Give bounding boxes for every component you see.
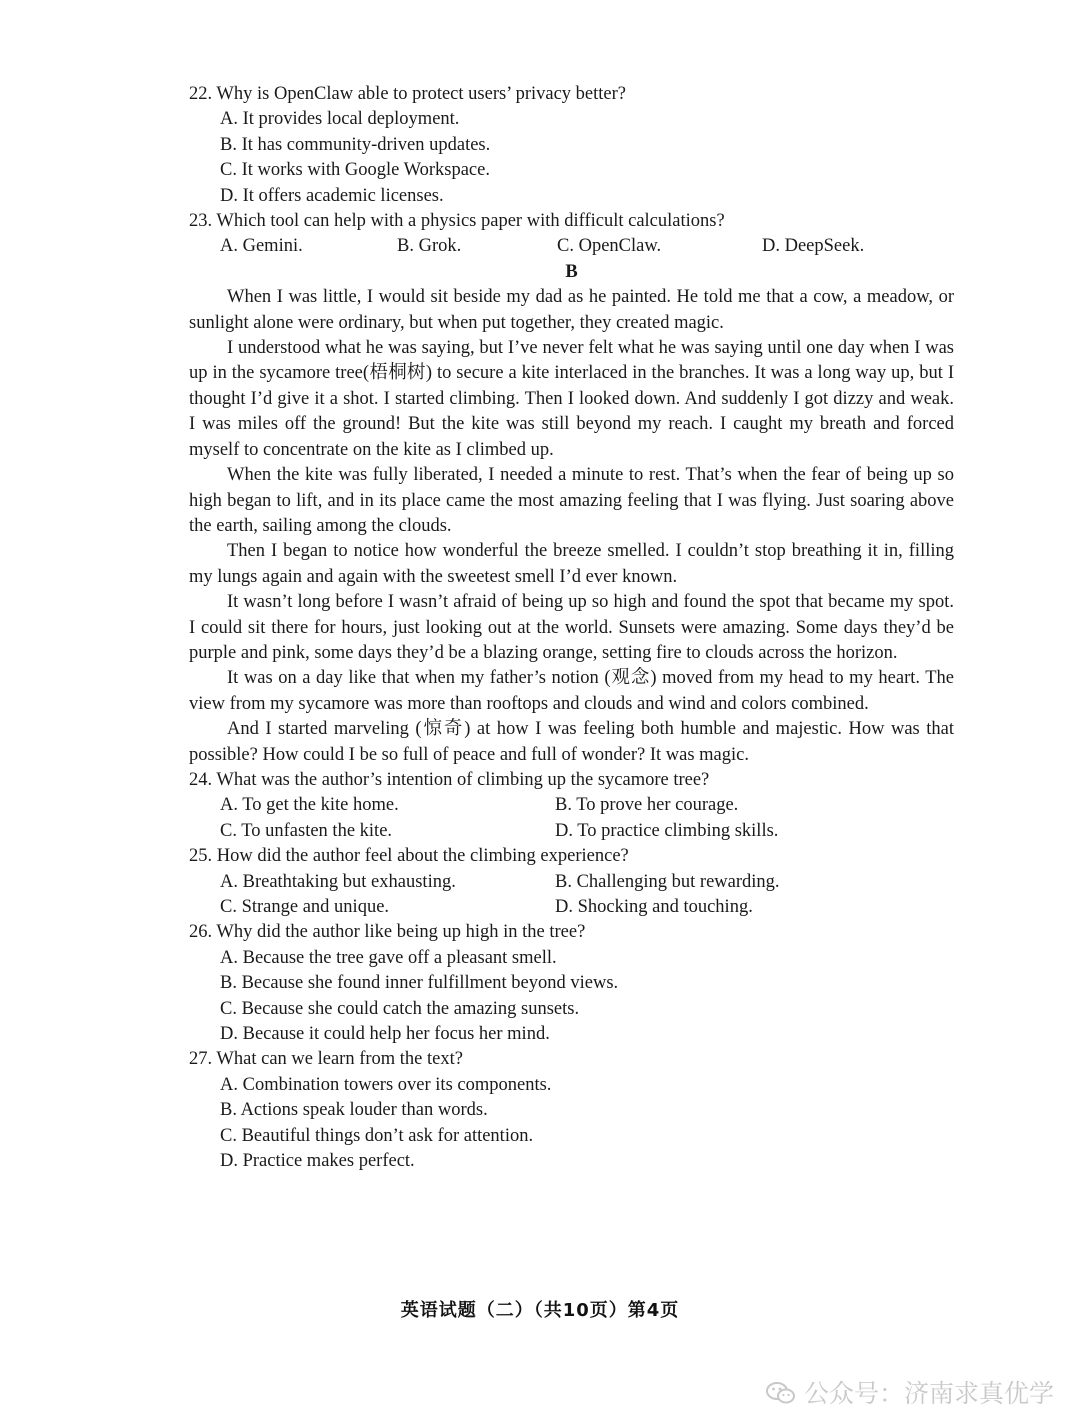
option-c: C. Strange and unique. bbox=[220, 897, 390, 917]
option-d: D. Because it could help her focus her mind. bbox=[220, 1024, 550, 1045]
option-d: D. To practice climbing skills. bbox=[555, 820, 779, 841]
option-b: B. To prove her courage. bbox=[555, 795, 739, 816]
question-stem: 25. How did the author feel about the climbing experience? bbox=[189, 846, 629, 867]
passage-b bbox=[189, 285, 957, 768]
option-b: B. It has community-driven updates. bbox=[220, 134, 491, 155]
section-b-title: B bbox=[565, 261, 578, 282]
options-row bbox=[189, 793, 957, 818]
passage-paragraph: I understood what he was saying, but I’ve never felt what he was saying until one day when I was up in the sycamore tree(梧桐树) to secure a kite interlaced in the branches. It was a long way up, but I thought I’d give it a shot. I started climbing. Then I looked down. And suddenly I got dizzy and weak. I was miles off the ground! But the kite was still beyond my reach. I caught my breath and forced myself to concentrate on the kite as I climbed up. bbox=[189, 338, 954, 460]
passage-paragraph: When I was little, I would sit beside my dad as he painted. He told me that a cow, a meadow, or sunlight alone were ordinary, but when put together, they created magic. bbox=[189, 287, 954, 333]
question-stem: 26. Why did the author like being up high in the tree? bbox=[189, 922, 586, 943]
options-row bbox=[189, 819, 957, 844]
options-row bbox=[189, 234, 957, 259]
question-27 bbox=[189, 1047, 957, 1174]
passage-paragraph: Then I began to notice how wonderful the breeze smelled. I couldn’t stop breathing it in, filling my lungs again and again with the sweetest smell I’d ever known. bbox=[189, 541, 954, 587]
question-22 bbox=[189, 82, 957, 209]
option-c: C. Beautiful things don’t ask for attention. bbox=[220, 1125, 534, 1146]
option-a: A. Gemini. bbox=[220, 236, 303, 257]
option-d: D. It offers academic licenses. bbox=[220, 185, 444, 206]
option-a: A. Because the tree gave off a pleasant smell. bbox=[220, 947, 557, 968]
options-row bbox=[189, 870, 957, 895]
wechat-icon bbox=[766, 1381, 796, 1403]
option-b: B. Actions speak louder than words. bbox=[220, 1100, 488, 1121]
exam-page bbox=[189, 82, 957, 1174]
options-row bbox=[189, 895, 957, 920]
option-a: A. Breathtaking but exhausting. bbox=[220, 871, 456, 892]
option-b: B. Challenging but rewarding. bbox=[555, 871, 780, 892]
option-c: C. It works with Google Workspace. bbox=[220, 160, 490, 181]
option-a: A. Combination towers over its components. bbox=[220, 1074, 552, 1095]
passage-paragraph: When the kite was fully liberated, I needed a minute to rest. That’s when the fear of being up so high began to lift, and in its place came the most amazing feeling that I was flying. Just soaring above the earth, sailing among the clouds. bbox=[189, 465, 954, 536]
option-b: B. Because she found inner fulfillment beyond views. bbox=[220, 973, 619, 994]
question-25 bbox=[189, 844, 957, 920]
option-a: A. To get the kite home. bbox=[220, 795, 399, 816]
passage-paragraph: It was on a day like that when my father’s notion (观念) moved from my head to my heart. The view from my sycamore was more than rooftops and clouds and wind and colors combined. bbox=[189, 668, 954, 714]
watermark-text: 公众号：济南求真优学 bbox=[803, 1379, 1054, 1408]
option-b: B. Grok. bbox=[397, 236, 462, 257]
question-stem: 24. What was the author’s intention of climbing up the sycamore tree? bbox=[189, 769, 710, 790]
option-d: D. DeepSeek. bbox=[762, 236, 865, 257]
option-a: A. It provides local deployment. bbox=[220, 109, 460, 130]
passage-paragraph: It wasn’t long before I wasn’t afraid of being up so high and found the spot that became my spot. I could sit there for hours, just looking out at the world. Sunsets were amazing. Some days they’d be purple and pink, some days they’d be a blazing orange, setting fire to clouds across the horizon. bbox=[189, 592, 954, 663]
option-d: D. Shocking and touching. bbox=[555, 897, 753, 917]
question-stem: 22. Why is OpenClaw able to protect users’ privacy better? bbox=[189, 84, 627, 104]
question-26 bbox=[189, 920, 957, 1047]
question-24 bbox=[189, 768, 957, 844]
watermark bbox=[766, 1374, 1054, 1410]
passage-paragraph: And I started marveling (惊奇) at how I was feeling both humble and majestic. How was that possible? How could I be so full of peace and full of wonder? It was magic. bbox=[189, 719, 954, 765]
question-23 bbox=[189, 209, 957, 260]
option-d: D. Practice makes perfect. bbox=[220, 1151, 415, 1172]
option-c: C. OpenClaw. bbox=[557, 236, 662, 257]
page-footer: 英语试题（二）（共10页）第4页 bbox=[400, 1300, 680, 1321]
option-c: C. To unfasten the kite. bbox=[220, 820, 393, 841]
option-c: C. Because she could catch the amazing sunsets. bbox=[220, 998, 580, 1019]
question-stem: 23. Which tool can help with a physics paper with difficult calculations? bbox=[189, 211, 725, 232]
question-stem: 27. What can we learn from the text? bbox=[189, 1049, 463, 1070]
